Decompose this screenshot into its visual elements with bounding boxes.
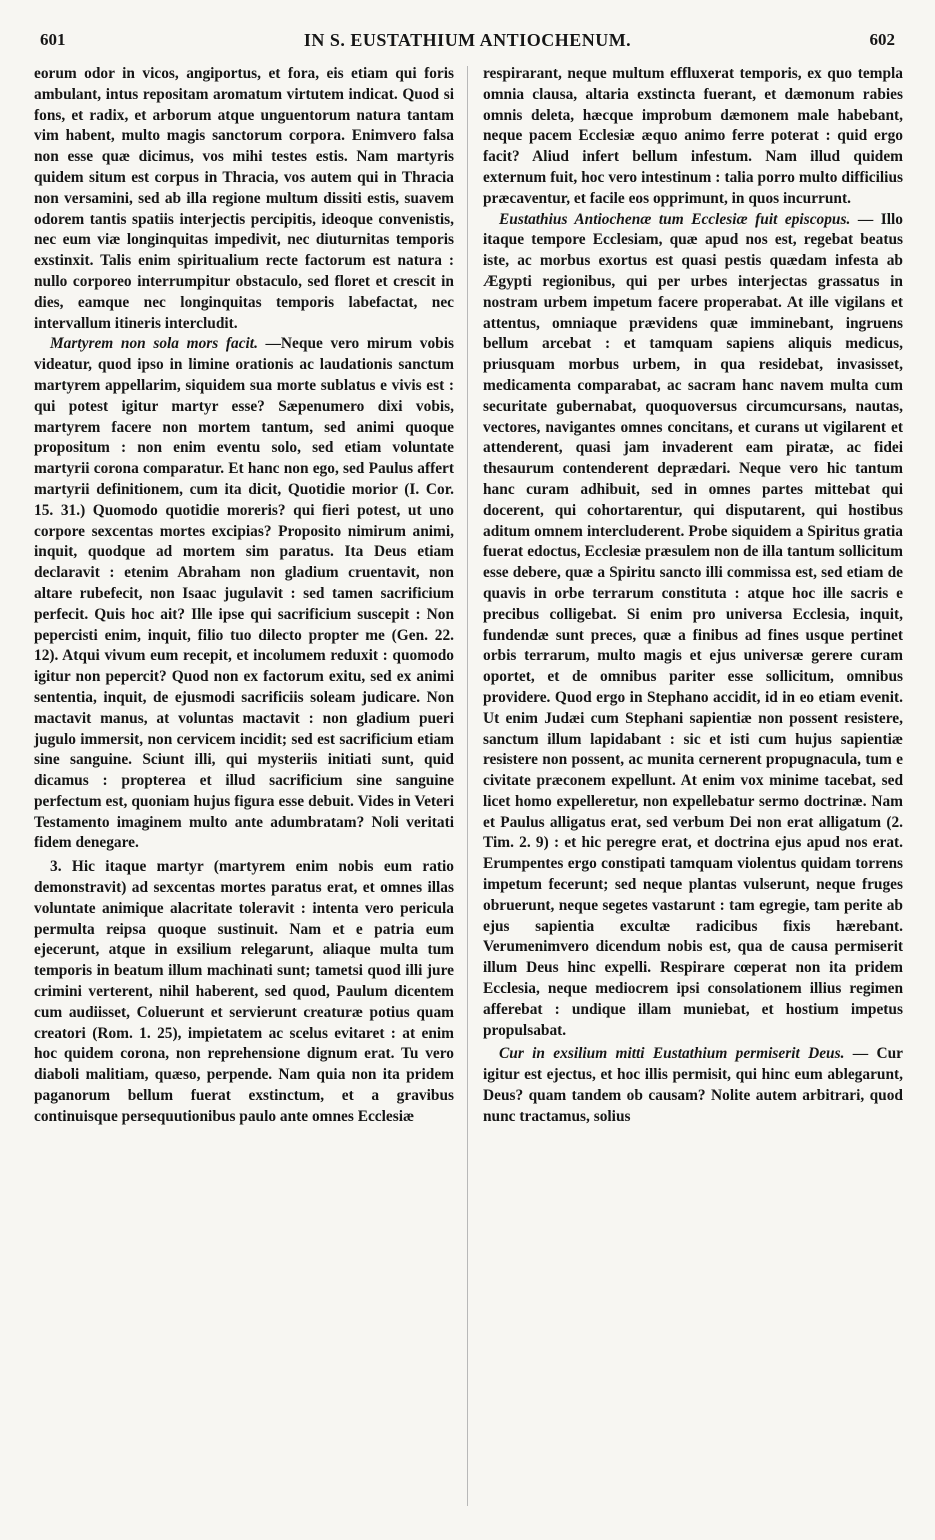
right-paragraph-2 <box>483 210 903 1042</box>
left-paragraph-2-text: —Neque vero mirum vobis videatur, quod ipso in limine orationis ac laudationis sanctum martyrem appellarim, siquidem sua morte sublatus e vivis est : qui potest igitur martyr esse? Sæpenumero dixi vobis, martyrem facere non mortem tantum, sed animi quoque propositum : non enim eventu solo, sed etiam voluntate martyrii corona comparatur. Et hanc non ego, sed Paulus affert martyrii definitionem, cum ita dicit, Quotidie morior (I. Cor. 15. 31.) Quomodo quotidie moreris? qui fieri potest, ut uno corpore sexcentas mortes excipias? Proposito nimirum animi, inquit, quodque ad mortem sim paratus. Ita Deus etiam declaravit : etenim Abraham non gladium cruentavit, non altare rubefecit, non Isaac jugulavit : sed tamen sacrificium perfecit. Quis hoc ait? Ille ipse qui sacrificium suscepit : Non pepercisti enim, inquit, filio tuo dilecto propter me (Gen. 22. 12). Atqui vivum eum recepit, et incolumem reduxit : quomodo igitur non pepercit? Quod non ex factorum exitu, sed ex animi sententia, inquit, de ejusmodi sacrificiis soleam judicare. Non mactavit manus, at voluntas mactavit : non gladium pueri jugulo immersit, non cervicem incidit; sed est sacrificium etiam sine sanguine. Sciunt illi, qui mysteriis initiati sunt, quid dicamus : propterea et illud sacrificium sine sanguine perfectum est, quoniam hujus figura esse debuit. Vides in Veteri Testamento imaginem multo ante adumbratam? Noli veritati fidem denegare. <box>34 335 454 852</box>
page-header <box>40 30 895 56</box>
right-paragraph-1: respirarant, neque multum effluxerat temporis, ex quo templa omnia clausa, altaria exstincta fuerant, et dæmonum rabies omnis deleta, hæcque improbum dæmonem male habebant, neque pacem Ecclesiæ æquo animo ferre poterat : quid ergo facit? Aliud infert bellum infestum. Nam illud quidem externum fuit, hoc vero intestinum : talia porro multo difficilius præcaventur, et facile eos opprimunt, in quos incurrunt. <box>483 65 903 207</box>
left-column <box>34 64 454 1128</box>
right-paragraph-3-text: — Cur igitur est ejectus, et hoc illis permisit, qui hinc eum ablegarunt, Deus? quam tandem ob causam? Nolite autem arbitrari, quod nunc tractamus, solius <box>483 1045 903 1125</box>
section-heading-eustathius: Eustathius Antiochenæ tum Ecclesiæ fuit episcopus. <box>499 210 851 228</box>
section-heading-martyr: Martyrem non sola mors facit. <box>50 335 258 353</box>
left-paragraph-3: 3. Hic itaque martyr (martyrem enim nobis eum ratio demonstravit) ad sexcentas mortes paratus erat, et omnes illas voluntate animique alacritate toleravit : intenta vero pericula permulta reipsa quoque sustinuit. Nam et e patria eum ejecerunt, atque in exsilium relegarunt, aliaque multa tum temporis in beatum illum machinati sunt; tametsi quod illi jure crimini verterent, nihil haberent, sed quod, Paulum dicentem cum audiisset, Coluerunt et servierunt creaturæ potius quam creatori (Rom. 1. 25), impietatem ac scelus evitaret : at enim hoc quidem corona, non reprehensione dignum erat. Tu vero diaboli malitiam, quæso, perpende. Nam quia non ita pridem paganorum bellum fuerat exstinctum, et a gravibus continuisque persequutionibus paulo ante omnes Ecclesiæ <box>34 858 454 1125</box>
section-heading-exile: Cur in exsilium mitti Eustathium permiserit Deus. <box>499 1045 845 1063</box>
right-paragraph-2-text: — Illo itaque tempore Ecclesiam, quæ apud nos est, regebat beatus iste, ac morbus exortus est quasi pestis quædam infesta ab Ægypti regionibus, qui per urbes interjectas grassatus in nostram urbem impetum facere properabat. At ille vigilans et attentus, omniaque prævidens quæ imminebant, ingruens bellum arcebat : et tamquam sapiens aliquis medicus, priusquam morbus urbem, in qua residebat, invasisset, medicamenta comparabat, ac sacram hanc navem multa cum securitate gubernabat, quoquoversus circumcursans, nautas, vectores, navigantes omnes concitans, et curans ut vigilarent et attenderent, quasi jam invaderent eam piratæ, ac fidei thesaurum contenderent deprædari. Neque vero hic tantum hanc curam adhibuit, sed in omnes partes mittebat qui docerent, qui cohortarentur, qui disputarent, qui hostibus aditum omnem intercluderent. Probe siquidem a Spiritus gratia fuerat edoctus, Ecclesiæ præsulem non de illa tantum sollicitum esse debere, quæ a Spiritu sancto illi commissa est, sed etiam de quavis in orbe terrarum constituta : atque hoc ille sacris e precibus colligebat. Si enim pro universa Ecclesia, inquit, fundendæ sunt preces, quæ a finibus ad fines usque pertinet orbis terrarum, multo magis et ejus universæ gerere curam oportet, et de omnibus pariter esse sollicitum, omnibus providere. Quod ergo in Stephano accidit, id in eo etiam evenit. Ut enim Judæi cum Stephani sapientiæ non possent resistere, sanctum illum lapidabant : sic et isti cum hujus sapientiæ resistere non possent, ac munita cernerent propugnacula, tum e civitate præconem expellunt. At enim vox minime tacebat, sed licet homo expelleretur, non expellebatur sermo doctrinæ. Nam et Paulus alligatus erat, sed verbum Dei non erat alligatum (2. Tim. 2. 9) : et hic peregre erat, et doctrina ejus apud nos erat. Erumpentes ergo constipati tamquam violentus quidam torrens impetum fecerunt; sed neque plantas vulserunt, neque fruges obruerunt, neque segetes vastarunt : tam egregie, tam perite ab ejus sapientia excultæ radicibus fixis hærebant. Verumenimvero dicendum nobis est, qua de causa permiserit illum Deus hinc expelli. Respirare cœperat non ita pridem Ecclesia, neque mediocrem ipsi consolationem illius regimen afferebat : undique illam muniebat, et hostium impetus propulsabat. <box>483 210 903 1039</box>
page-number-left: 601 <box>40 30 66 49</box>
left-paragraph-2 <box>34 334 454 854</box>
right-paragraph-3 <box>483 1044 903 1127</box>
right-column <box>483 64 903 1128</box>
running-title: IN S. EUSTATHIUM ANTIOCHENUM. <box>303 30 632 50</box>
column-divider <box>467 66 468 1506</box>
page-number-right: 602 <box>869 30 895 49</box>
left-paragraph-1: eorum odor in vicos, angiportus, et fora, eis etiam qui foris ambulant, intus repositam aromatum virtutem indicat. Quod si fons, et radix, et arborum atque unguentorum natura tantam vim habent, multo magis sanctorum corpora. Enimvero falsa non esse quæ dicimus, vos mihi testes estis. Nam martyris quidem situm est corpus in Thracia, vos autem qui in Thracia non versamini, sed ab illa regione multum dissiti estis, suavem odorem tantis spatiis interjectis percipitis, ideoque convenistis, nec eum viæ longinquitas impedivit, nec diuturnitas temporis exstinxit. Talis enim spiritualium recte factorum est natura : nullo corporeo interrumpitur obstaculo, sed floret et crescit in dies, eamque nec longinquitas temporis labefactat, nec intervallum itineris intercludit. <box>34 65 454 332</box>
